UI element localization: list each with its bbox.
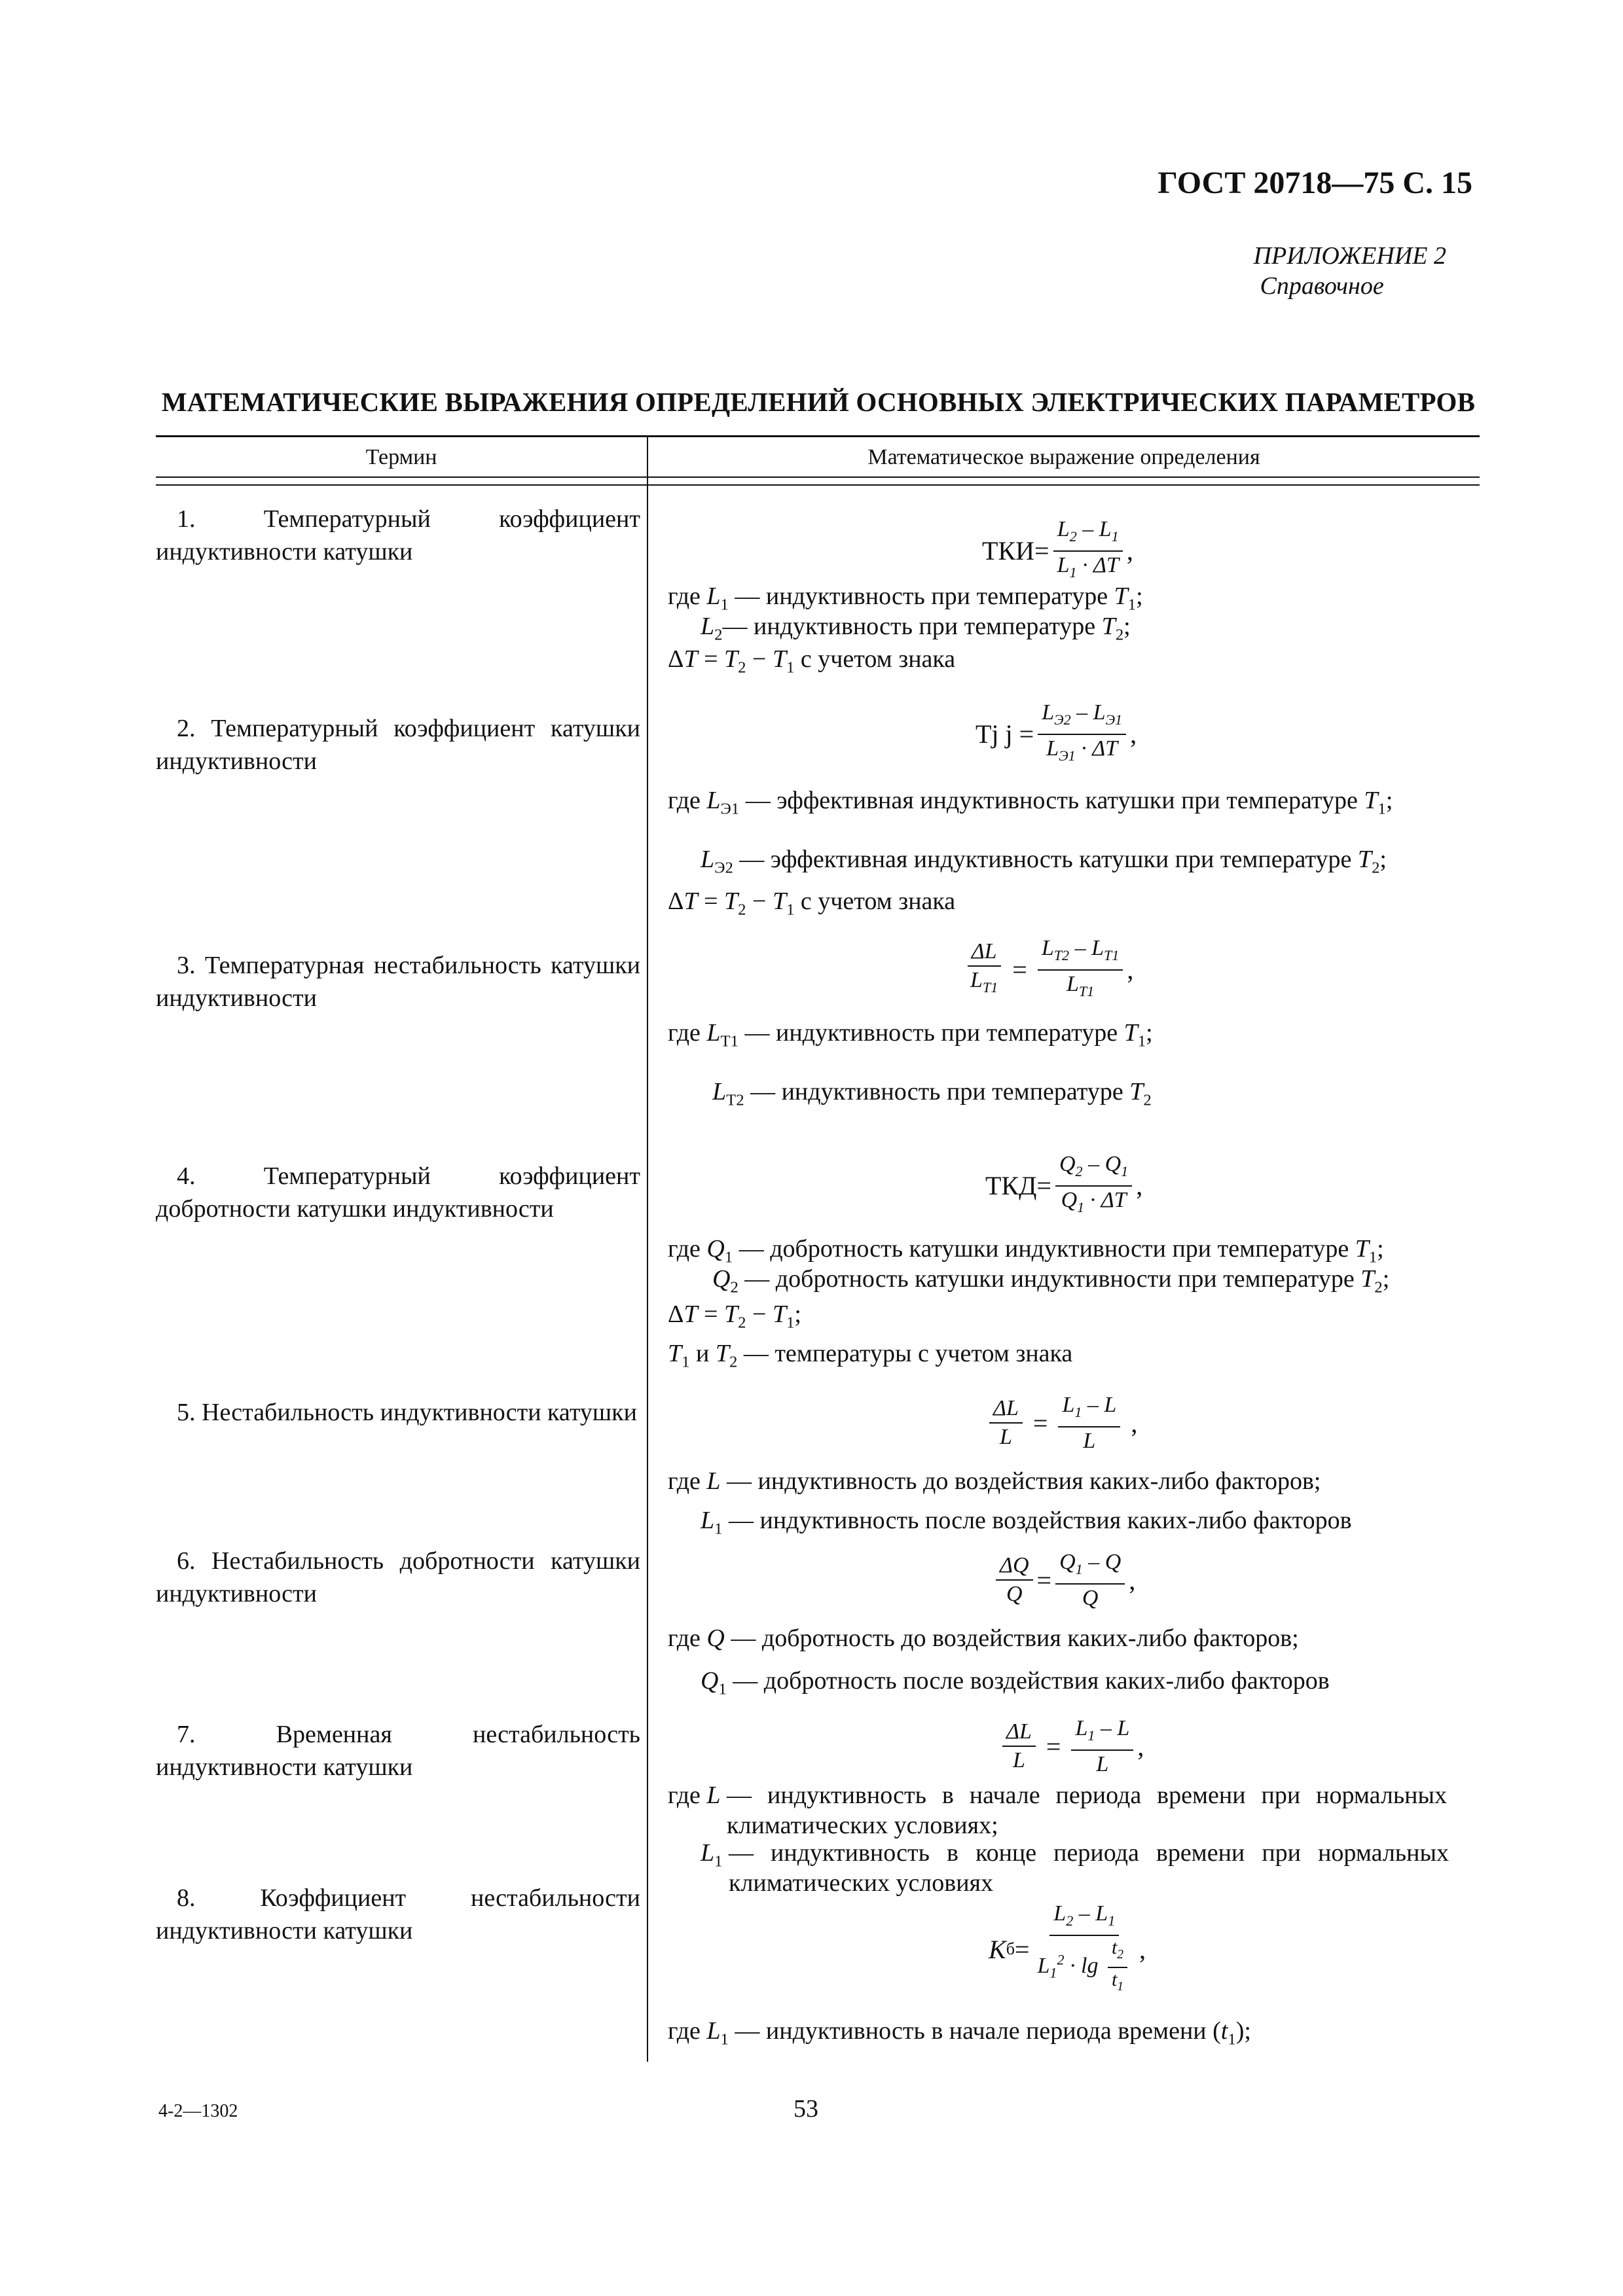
desc-6b: $Q_1$ — добротность после воздействия каких-либо факторов: [701, 1667, 1330, 1698]
desc-4d: $T_1$ и $T_2$ — температуры с учетом знака: [668, 1340, 1073, 1371]
table-top-rule: [156, 435, 1480, 437]
desc-1a: где $L_1$ — индуктивность при температуре $T_1$;: [668, 583, 1143, 614]
desc-4a: где $Q_1$ — добротность катушки индуктивности при температуре $T_1$;: [668, 1235, 1384, 1266]
appendix-type: Справочное: [1260, 272, 1384, 300]
column-header-term: Термин: [365, 445, 437, 469]
appendix-label: [1254, 241, 1446, 301]
page-number: 53: [793, 2095, 818, 2123]
footer-code: 4-2—1302: [158, 2101, 238, 2121]
desc-2a: где $L_{Э1}$ — эффективная индуктивность катушки при температуре $T_1$;: [668, 787, 1393, 818]
desc-3a: где $L_{T1}$ — индуктивность при температуре $T_1$;: [668, 1019, 1153, 1050]
desc-4b: $Q_2$ — добротность катушки индуктивности при температуре $T_2$;: [712, 1265, 1390, 1297]
formula-q-instability: $\frac{\Delta Q}{Q}$ = $\frac{Q_1 - Q}{Q}$ ,: [992, 1550, 1135, 1611]
table-header-rule-2: [156, 484, 1480, 486]
formula-l-instability: $\frac{\Delta L}{L}$ = $\frac{L_1 - L}{L}$ ,: [985, 1393, 1137, 1454]
desc-2c: $\Delta T = T_2 - T_1$ с учетом знака: [668, 888, 956, 919]
desc-7a: где L — индуктивность в начале периода времени при нормальных климатических условиях;: [668, 1782, 1448, 1839]
formula-tki: ТКИ = $\frac{L_2 - L_1}{L_1 \cdot \Delta T}$ ,: [982, 517, 1133, 581]
desc-1b: $L_2—$ индуктивность при температуре $T_2$;: [701, 613, 1131, 644]
term-4: 4. Температурный коэффициент добротности катушки индуктивности: [156, 1162, 640, 1223]
desc-8a: где $L_1$ — индуктивность в начале периода времени $(t_1)$;: [668, 2017, 1251, 2049]
desc-5a: где L — индуктивность до воздействия каких-либо факторов;: [668, 1467, 1321, 1495]
term-7: 7. Временная нестабильность индуктивности катушки: [156, 1721, 640, 1781]
desc-2b: $L_{Э2}$ — эффективная индуктивность катушки при температуре $T_2$;: [701, 846, 1387, 877]
formula-tj: Tj j = $\frac{L_{Э2} - L_{Э1}}{L_{Э1} \cdot \Delta T}$ ,: [976, 700, 1137, 764]
formula-kb: K б = $L_2 - L_1$ $L_1^2 \cdot \lg$ $\frac{t_2}{t_1}$ ,: [989, 1901, 1146, 1994]
term-3: 3. Температурная нестабильность катушки индуктивности: [156, 952, 640, 1012]
desc-5b: $L_1$ — индуктивность после воздействия каких-либо факторов: [701, 1507, 1352, 1538]
table-header-rule: [156, 476, 1480, 478]
column-divider: [647, 435, 648, 2062]
desc-1c: $\Delta T = T_2 - T_1$ с учетом знака: [668, 645, 956, 677]
formula-tkd: ТКД = $\frac{Q_2 - Q_1}{Q_1 \cdot \Delta T}$ ,: [985, 1152, 1143, 1215]
term-1: 1. Температурный коэффициент индуктивности катушки: [156, 505, 640, 565]
desc-3b: $L_{T2}$ — индуктивность при температуре $T_2$: [712, 1078, 1152, 1109]
desc-4c: $\Delta T = T_2 - T_1$;: [668, 1300, 801, 1332]
page-title: МАТЕМАТИЧЕСКИЕ ВЫРАЖЕНИЯ ОПРЕДЕЛЕНИЙ ОСНОВНЫХ ЭЛЕКТРИЧЕСКИХ ПАРАМЕТРОВ: [161, 387, 1476, 417]
term-6: 6. Нестабильность добротности катушки индуктивности: [156, 1547, 640, 1607]
formula-temp-instability: $\frac{\Delta L}{L_{T1}}$ = $\frac{L_{T2} - L_{T1}}{L_{T1}}$ ,: [962, 936, 1133, 1004]
term-2: 2. Температурный коэффициент катушки индуктивности: [156, 715, 640, 775]
formula-time-instability: $\frac{\Delta L}{L}$ = $\frac{L_1 - L}{L}$ ,: [998, 1716, 1144, 1777]
appendix-title: ПРИЛОЖЕНИЕ 2: [1253, 242, 1446, 270]
term-5: 5. Нестабильность индуктивности катушки: [177, 1399, 637, 1426]
desc-6a: где Q — добротность до воздействия каких-либо факторов;: [668, 1624, 1299, 1652]
term-8: 8. Коэффициент нестабильности индуктивности катушки: [156, 1884, 640, 1945]
desc-7b: $L_1$ — индуктивность в конце периода времени при нормальных климатических условиях: [701, 1839, 1449, 1897]
column-header-expression: Математическое выражение определения: [867, 445, 1260, 469]
document-reference: ГОСТ 20718—75 С. 15: [1158, 166, 1472, 200]
